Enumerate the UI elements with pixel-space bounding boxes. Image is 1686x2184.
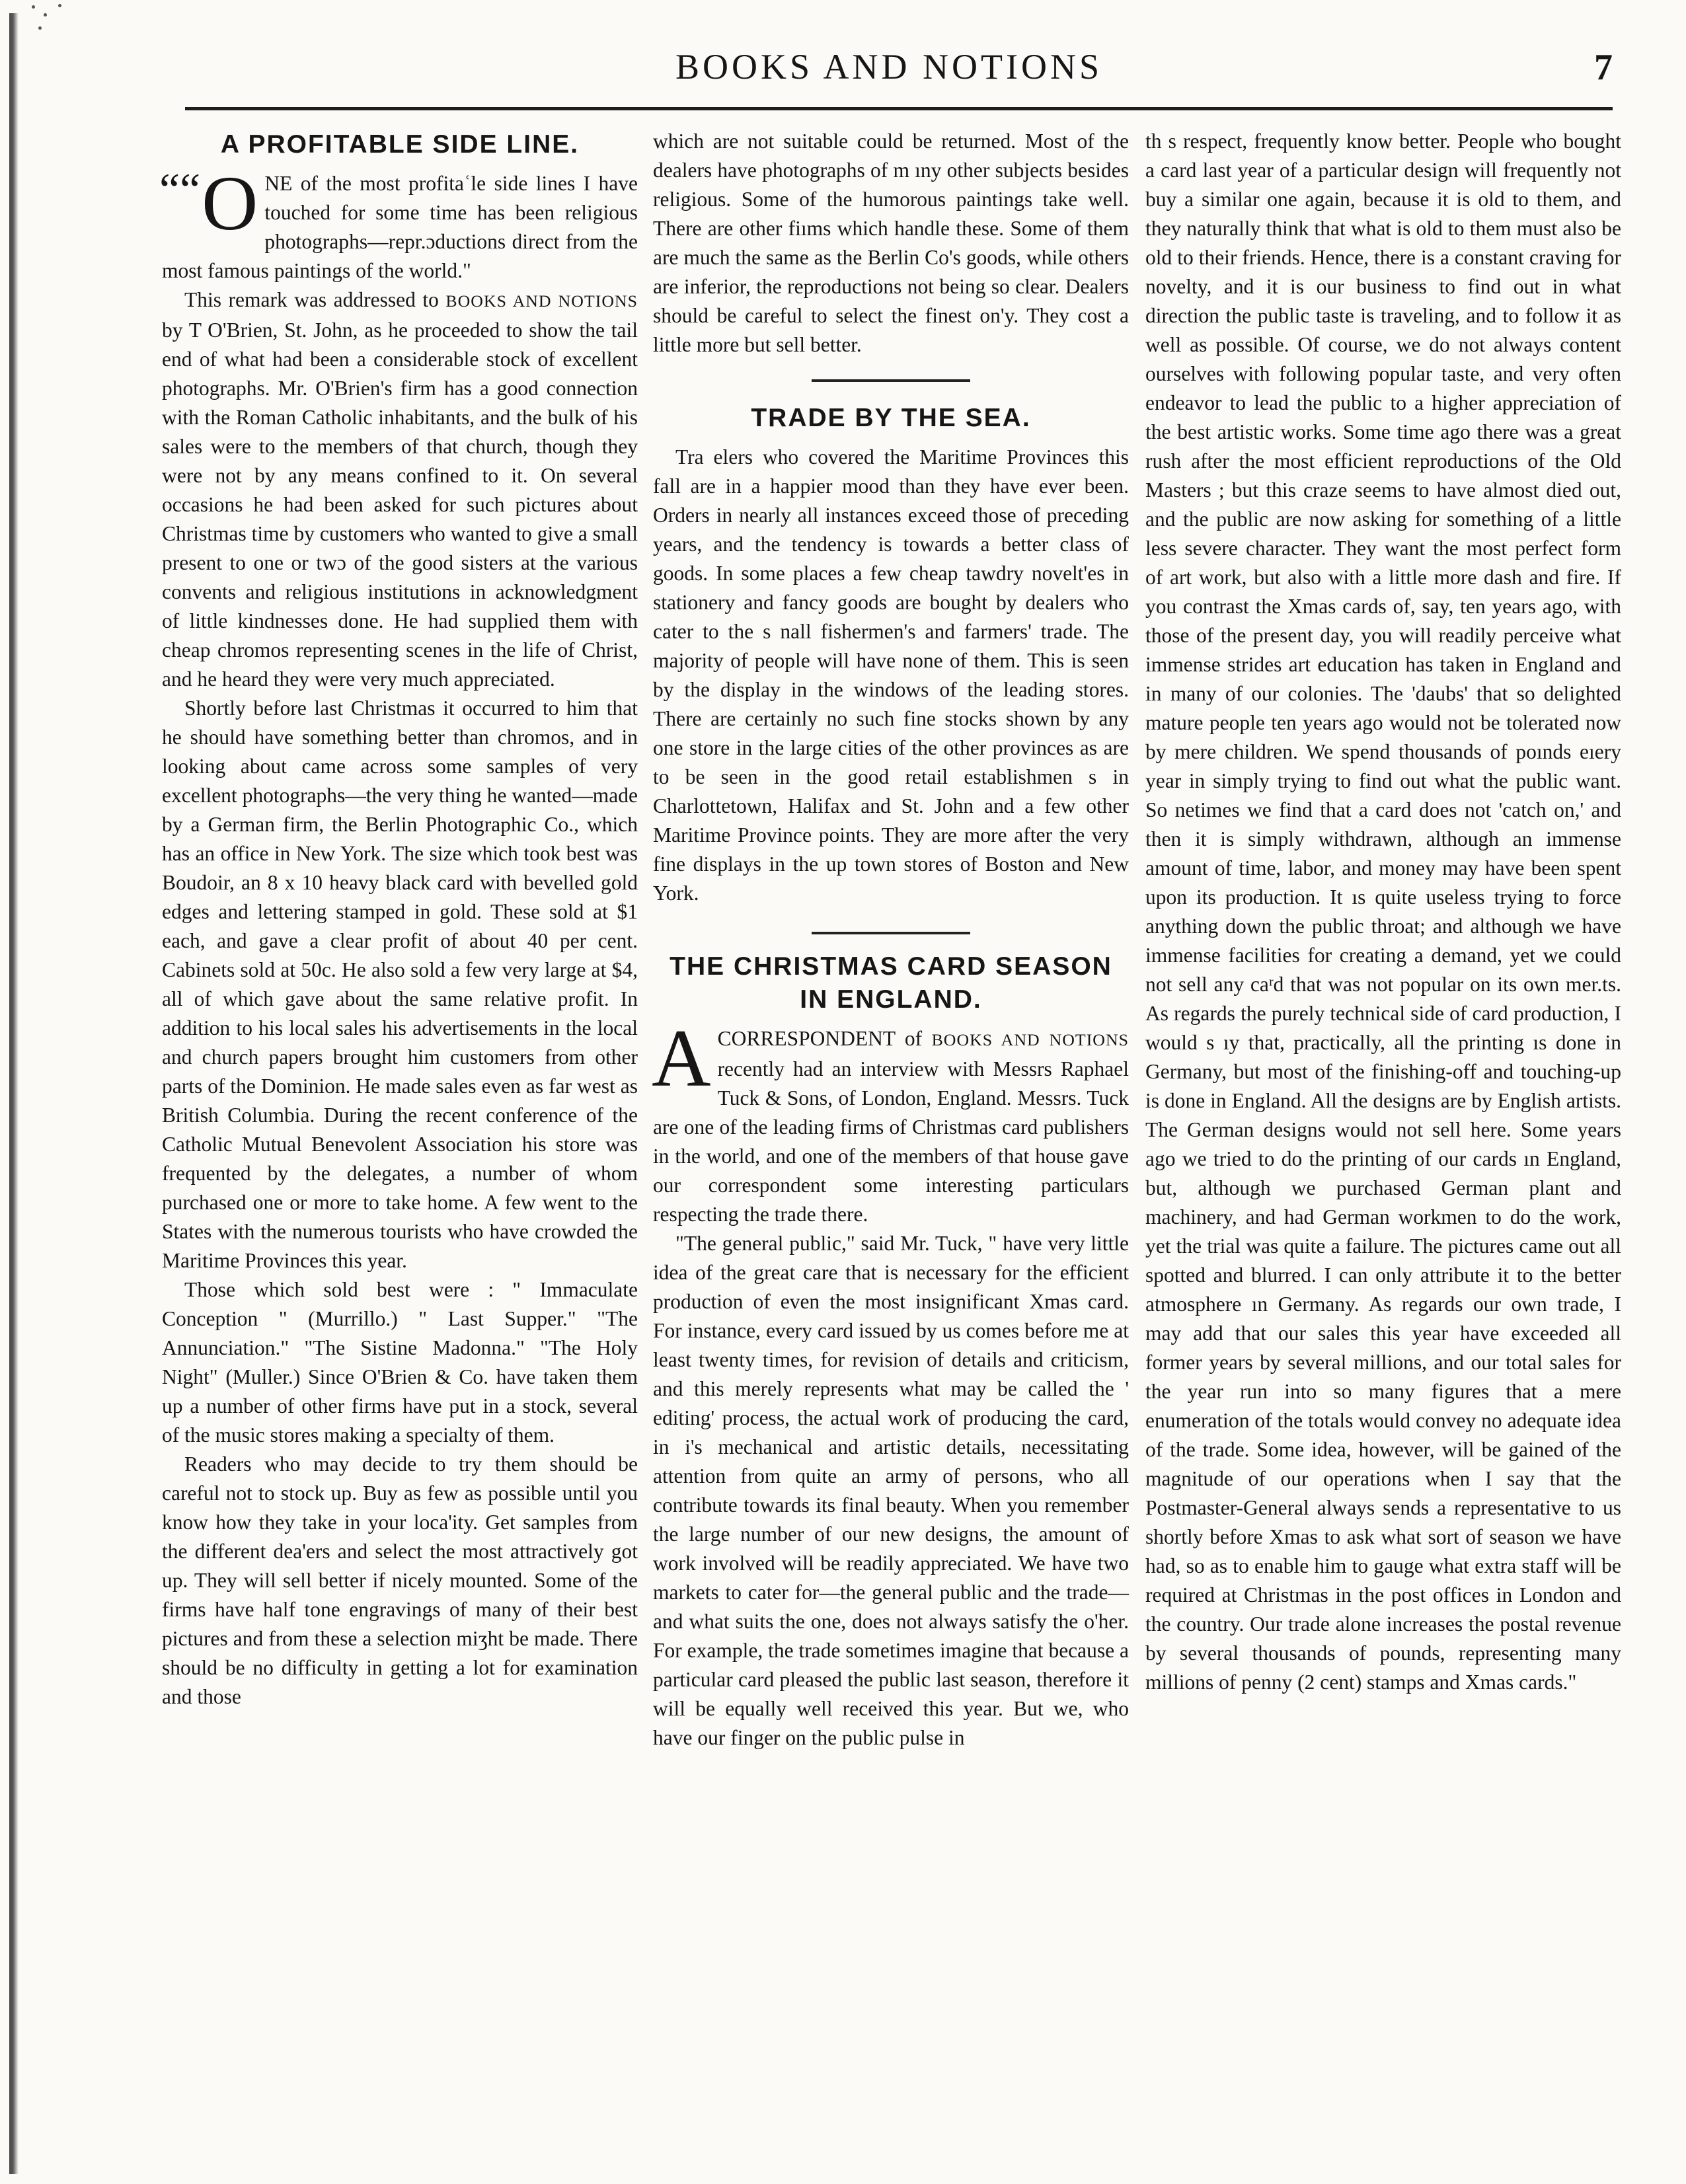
article3-paragraph-1 <box>652 1013 1129 1229</box>
article1-p2-start: This remark was addressed to <box>184 288 446 311</box>
article3-p1-rest: recently had an interview with Messrs Raphael Tuck & Sons, of London, England. Messrs. Tuck are one of the leading firms of Christmas card publishers in the world, and one of the members of that house gave our correspondent some interesting particulars respecting the trade there. <box>653 1057 1129 1226</box>
article3-paragraph-2: "The general public," said Mr. Tuck, " have very little idea of the great care that is necessary for the efficient production of even the most insignificant Xmas card. For instance, every card issued by us comes before me at least twenty times, for revision of details and criticism, and this merely represents what may be called the ' editing' process, the actual work of producing the card, in i's mechanical and artistic details, necessitating attention from quite an army of persons, who all contribute towards its final beauty. When you remember the large number of our new designs, the amount of work involved will be readily appreciated. We have two markets to cater for—the general public and the trade—and what suits the one, does not always satisfy the o'her. For example, the trade sometimes imagine that because a particular card pleased the public last season, therefore it will be equally well received this year. But we, who have our finger on the public pulse in <box>653 1232 1129 1749</box>
publication-name: BOOKS AND NOTIONS <box>445 291 638 311</box>
article1-paragraph-1-text: NE of the most profitaʿle side lines I have touched for some time has been religious photographs—repr.ɔductions direct from the most famous paintings of the world." <box>162 172 638 282</box>
article1-paragraph-4: Those which sold best were : " Immaculate Conception " (Murrillo.) " Last Supper." "The Annunciation." "The Sistine Madonna." "The Holy Night" (Muller.) Since O'Brien & Co. have taken them up a number of other firms have put in a stock, several of the music stores making a specialty of them. <box>162 1278 638 1447</box>
article1-paragraph-3: Shortly before last Christmas it occurred to him that he should have something better than chromos, and in looking about came across some samples of very excellent photographs—the very thing he wanted—made by a German firm, the Berlin Photographic Co., which has an office in New York. The size which took best was Boudoir, an 8 x 10 heavy black card with bevelled gold edges and lettering stamped in gold. These sold at $1 each, and gave a clear profit of about 40 per cent. Cabinets sold at 50c. He also sold a few very large at $4, all of which gave about the same relative profit. In addition to his local sales his advertisements in the local and church papers brought him customers from other parts of the Dominion. He made sales even as far west as British Columbia. During the recent conference of the Catholic Mutual Benevolent Association his store was frequented by the delegates, a number of whom purchased one or more to take home. A few went to the States with the numerous tourists who have crowded the Maritime Provinces this year. <box>162 697 638 1272</box>
running-title: BOOKS AND NOTIONS <box>675 47 1103 87</box>
publication-name: BOOKS AND NOTIONS <box>931 1030 1129 1049</box>
article-title-trade-by-the-sea: TRADE BY THE SEA. <box>751 404 1031 432</box>
column-1 <box>159 127 638 2129</box>
article1-p2-rest: by T O'Brien, St. John, as he proceeded to show the tail end of what had been a considerable stock of excellent photographs. Mr. O'Brien's firm has a good connection with the Roman Catholic inhabitants, and the bulk of his sales were to the members of that church, though they were not by any means confined to it. On several occasions he had been asked for such pictures about Christmas time by customers who wanted to give a small present to one or twɔ of the good sisters at the various convents and religious institutions in acknowledgment of little kindnesses done. He had supplied them with cheap chromos representing scenes in the life of Christ, and he heard they were very much appreciated. <box>162 319 638 691</box>
section-divider <box>812 379 970 382</box>
scan-specks <box>32 0 91 40</box>
article1-paragraph-5: Readers who may decide to try them should be careful not to stock up. Buy as few as possible until you know how they take in your loca'ity. Get samples from the different dea'ers and select the most attractively got up. They will sell better if nicely mounted. Some of the firms have half tone engravings of many of their best pictures and from these a selection miʒht be made. There should be no difficulty in getting a lot for examination and those <box>162 1452 638 1708</box>
drop-cap-letter: O <box>202 160 258 246</box>
article1-paragraph-5-continued: which are not suitable could be returned. Most of the dealers have photographs of m ıny other subjects besides religious. Some of the humorous paintings take well. There are other fiıms which handle these. Some of them are much the same as the Berlin Co's goods, while others are inferior, the reproductions not being so clear. Dealers should be careful to select the finest on'y. They cost a little more but sell better. <box>653 130 1129 356</box>
page-header <box>165 46 1613 99</box>
article3-paragraph-2-continued: th s respect, frequently know better. People who bought a card last year of a particular design will frequently not buy a similar one again, because it is old to them, and they naturally think that what is old to them must also be old to their friends. Hence, there is a constant craving for novelty, and it is our business to find out in what direction the public taste is traveling, and to follow it as well as possible. Of course, we do not always content ourselves with following popular taste, and very often endeavor to lead the public to a higher appreciation of the best artistic works. Some time ago there was a great rush after the most efficient reproductions of the Old Masters ; but this craze seems to have almost died out, and the public are now asking for something of a little less severe character. They want the most perfect form of art work, but also with a little more dash and fire. If you contrast the Xmas cards of, say, ten years ago, with those of the present day, you will readily perceive what immense strides art education has taken in England and in many of our colonies. The 'daubs' that so delighted mature people ten years ago would not be tolerated now by mere children. We spend thousands of poınds eıery year in simply trying to find out what the public want. So netimes we find that a card does not 'catch on,' and then it is simply withdrawn, although an immense amount of time, labor, and money may have been spent upon its production. It ıs quite useless trying to force anything down the public throat; and although we have immense facilities for creating a demand, yet we could not sell any caʳd that was not popular on its own mer.ts. As regards the purely technical side of card production, I would s ıy that, practically, all the printing ıs done in Germany, but most of the finishing-off and touching-up is done in England. All the designs are by English artists. The German designs would not sell here. Some years ago we tried to do the printing of our cards ın England, but, although we purchased German plant and machinery, and had German workmen to do the work, yet the trial was quite a failure. The pictures came out all spotted and blurred. I can only attribute it to the better atmosphere ın Germany. As regards our own trade, I may add that our sales this year have exceeded all former years by several millions, and our total sales for the year run into so many figures that a mere enumeration of the totals would convey no adequate idea of the trade. Some idea, however, will be gained of the magnitude of our operations when I say that the Postmaster-General always sends a representative to us shortly before Xmas to ask what sort of season we have had, so as to enable him to gauge what extra staff will be required at Christmas in the post offices in London and the country. Our trade alone increases the postal revenue by several thousands of pounds, representing many millions of penny (2 cent) stamps and Xmas cards." <box>1145 130 1621 1694</box>
article3-p1-start: CORRESPONDENT of <box>717 1027 932 1050</box>
header-rule <box>185 107 1613 110</box>
page-number: 7 <box>1594 47 1613 88</box>
column-2 <box>653 127 1129 2129</box>
binding-edge <box>9 13 19 2174</box>
article2-paragraph-1: Tra elers who covered the Maritime Provinces this fall are in a happier mood than they have ever been. Orders in nearly all instances exceed those of preceding years, and the tendency is towards a better class of goods. In some places a few cheap tawdry novelt'es in stationery and fancy goods are bought by dealers who cater to the s nall fishermen's and farmers' trade. The majority of people will have none of them. This is seen by the display in the windows of the leading stores. There are certainly no such fine stocks shown by any one store in the large cities of the other provinces as are to be seen in the good retail establishmen s in Charlottetown, Halifax and St. John and a few other Maritime Province points. They are more after the very fine displays in the up town stores of Boston and New York. <box>653 445 1129 905</box>
drop-cap <box>159 160 258 246</box>
article1-paragraph-2 <box>162 285 638 694</box>
article-title-profitable-side-line: A PROFITABLE SIDE LINE. <box>220 130 580 159</box>
opening-quote: ““ <box>159 165 201 215</box>
section-divider <box>812 932 970 934</box>
article-title-christmas-card-season: THE CHRISTMAS CARD SEASON IN ENGLAND. <box>670 952 1112 1014</box>
drop-cap-letter: A <box>652 1013 711 1104</box>
article1-paragraph-1 <box>159 160 638 285</box>
column-3 <box>1145 127 1621 2129</box>
